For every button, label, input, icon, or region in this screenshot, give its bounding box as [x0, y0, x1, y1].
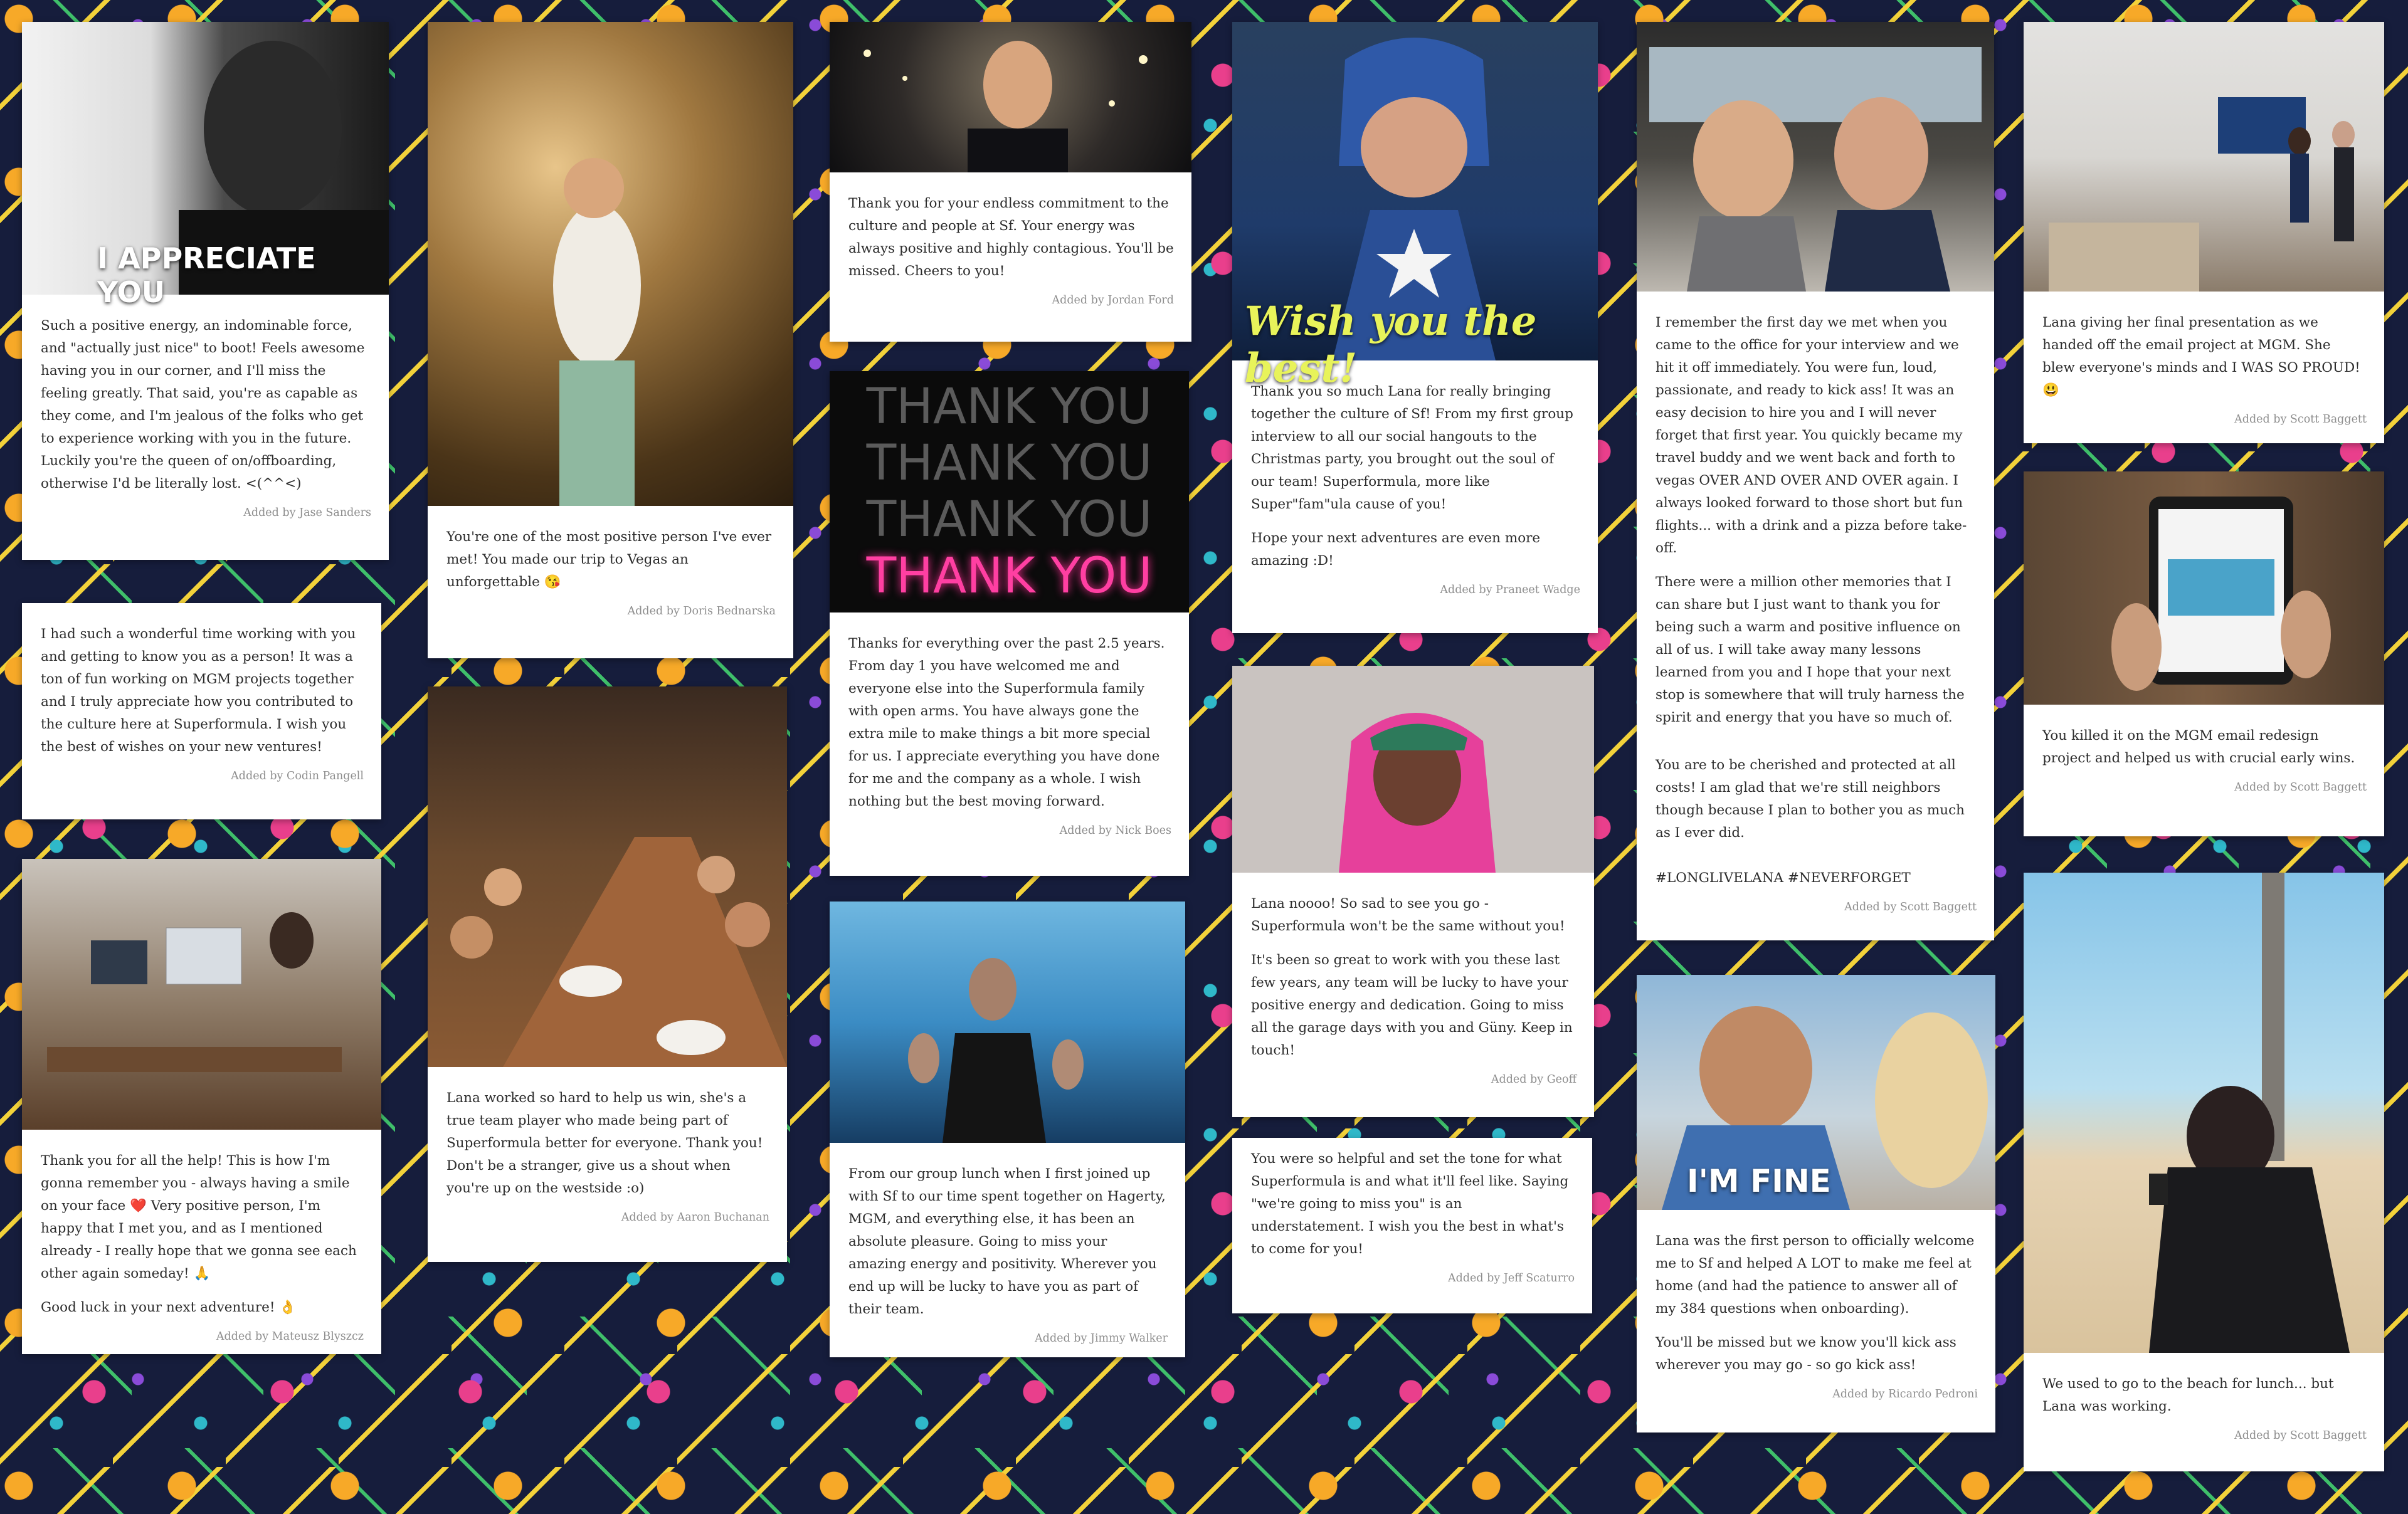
post-card[interactable]	[428, 22, 793, 658]
post-card[interactable]	[830, 22, 1191, 342]
toast-gif-icon	[830, 22, 1191, 172]
post-message: You are to be cherished and protected at all costs! I am glad that we're still neighbors though because I plan to bother you as much as I ever did.	[1656, 757, 1965, 841]
post-message: Lana was the first person to officially welcome me to Sf and helped A LOT to make me feel at home (and had the patience to answer all of my 384 questions when onboarding).	[1656, 1233, 1975, 1317]
post-author: Added by Scott Baggett	[2234, 413, 2367, 426]
post-image	[428, 22, 793, 506]
thank-you-line: THANK YOU	[866, 492, 1153, 548]
image-caption: I'M FINE	[1687, 1163, 1831, 1199]
post-message: Thank you for your endless commitment to the culture and people at Sf. Your energy was always positive and highly contagious. You'll be missed. Cheers to you!	[848, 196, 1174, 279]
post-image	[22, 22, 389, 309]
post-author: Added by Scott Baggett	[1844, 901, 1977, 913]
post-message: #LONGLIVELANA #NEVERFORGET	[1656, 870, 1911, 886]
post-card[interactable]	[2024, 22, 2384, 443]
post-image	[2024, 873, 2384, 1353]
post-card[interactable]	[830, 902, 1185, 1357]
thank-you-line: THANK YOU	[866, 379, 1153, 435]
post-author: Added by Ricardo Pedroni	[1832, 1388, 1978, 1401]
post-message: Good luck in your next adventure! 👌	[41, 1300, 297, 1315]
post-message: It's been so great to work with you these last few years, any team will be lucky to have your positive energy and dedication. Going to miss all the garage days with you and Güny. Keep in touch!	[1251, 952, 1573, 1058]
post-message: You killed it on the MGM email redesign project and helped us with crucial early wins.	[2042, 728, 2355, 766]
post-image	[830, 22, 1191, 172]
sequin-wall-photo-icon	[428, 22, 793, 506]
post-card[interactable]	[1637, 22, 1994, 940]
post-author: Added by Scott Baggett	[2234, 781, 2367, 794]
crying-gif-icon	[1232, 666, 1594, 873]
post-author: Added by Jeff Scaturro	[1448, 1272, 1575, 1285]
post-image	[1637, 22, 1994, 292]
post-message: From our group lunch when I first joined up with Sf to our time spent together on Hagerty, MGM, and everything else, it has been an absolute pleasure. Going to miss your amazing energy and positivity. Wherever you end up will be lucky to have you as part of their team.	[848, 1166, 1166, 1317]
presentation-photo-icon	[2024, 22, 2384, 292]
post-image	[1232, 22, 1598, 392]
post-card[interactable]	[1637, 975, 1995, 1433]
thank-you-line: THANK YOU	[866, 548, 1153, 604]
post-message: We used to go to the beach for lunch... but Lana was working.	[2042, 1376, 2334, 1414]
post-image	[830, 371, 1189, 612]
car-selfie-photo-icon	[1637, 22, 1994, 292]
post-message: Hope your next adventures are even more amazing :D!	[1251, 530, 1541, 569]
post-author: Added by Jase Sanders	[243, 507, 371, 519]
post-card[interactable]	[1232, 666, 1594, 1117]
post-message: You'll be missed but we know you'll kick ass wherever you may go - so go kick ass!	[1656, 1335, 1956, 1373]
image-caption: Wish you the best!	[1245, 298, 1537, 392]
post-author: Added by Nick Boes	[1059, 824, 1171, 837]
post-message: Such a positive energy, an indominable force, and "actually just nice" to boot! Feels awesome having you in our corner, and I'll miss the feeling greatly. That said, you're as capable as they come, and I'm jealous of the folks who get to experience working with you in the future. Luckily you're the queen of on/offboarding, otherwise I'd be literally lost. <(^^<)	[41, 318, 365, 492]
post-image	[830, 902, 1185, 1143]
post-card[interactable]	[22, 603, 381, 819]
post-message: You were so helpful and set the tone for what Superformula is and what it'll feel like. Saying "we're going to miss you" is an understatement. I wish you the best in what's to come for you!	[1251, 1151, 1569, 1257]
office-desk-photo-icon	[22, 859, 381, 1130]
post-card[interactable]	[2024, 471, 2384, 836]
post-message: Lana giving her final presentation as we handed off the email project at MGM. She blew everyone's minds and I WAS SO PROUD! 😃	[2042, 315, 2360, 398]
post-message: There were a million other memories that I can share but I just want to thank you for being such a warm and positive influence on all of us. I will take away many lessons learned from you and I hope that your next stop is somewhere that will truly harness the spirit and energy that you have so much of.	[1656, 574, 1965, 725]
post-card[interactable]	[22, 22, 389, 560]
post-card[interactable]	[830, 371, 1189, 876]
post-message: Thanks for everything over the past 2.5 years. From day 1 you have welcomed me and everyone else into the Superformula family with open arms. You have always gone the extra mile to make things a bit more special for us. I appreciate everything you have done for me and the company as a whole. I wish nothing but the best moving forward.	[848, 636, 1165, 809]
post-message: I remember the first day we met when you came to the office for your interview and we hit it off immediately. You were fun, loud, passionate, and ready to kick ass! It was an easy decision to hire you and I will never forget that first year. You quickly became my travel buddy and we went back and forth to vegas OVER AND OVER AND OVER again. I always looked forward to those short but fun flights... with a drink and a pizza before take-off.	[1656, 315, 1967, 556]
post-image	[22, 859, 381, 1130]
post-card[interactable]	[1232, 22, 1598, 633]
beach-photo-icon	[2024, 873, 2384, 1353]
post-image	[2024, 22, 2384, 292]
post-message: Lana noooo! So sad to see you go - Superformula won't be the same without you!	[1251, 896, 1565, 934]
post-image	[1637, 975, 1995, 1210]
post-image	[1232, 666, 1594, 873]
post-message: I had such a wonderful time working with you and getting to know you as a person! It was a ton of fun working on MGM projects together and I truly appreciate how you contributed to the culture here at Superformula. I wish you the best of wishes on your new ventures!	[41, 626, 356, 755]
post-author: Added by Scott Baggett	[2234, 1429, 2367, 1442]
post-author: Added by Mateusz Blyszcz	[216, 1330, 364, 1343]
post-card[interactable]	[2024, 873, 2384, 1471]
group-dinner-photo-icon	[428, 686, 787, 1067]
post-author: Added by Praneet Wadge	[1440, 584, 1580, 596]
post-image	[428, 686, 787, 1067]
post-author: Added by Geoff	[1491, 1073, 1576, 1086]
post-author: Added by Codin Pangell	[231, 770, 364, 782]
post-message: Thank you so much Lana for really bringing together the culture of Sf! From my first group interview to all our social hangouts to the Christmas party, you brought out the soul of our team! Superformula, more like Super"fam"ula cause of you!	[1251, 384, 1573, 512]
post-author: Added by Doris Bednarska	[627, 605, 776, 618]
post-author: Added by Aaron Buchanan	[621, 1211, 769, 1224]
post-card[interactable]	[428, 686, 787, 1262]
post-message: You're one of the most positive person I've ever met! You made our trip to Vegas an unforgettable 😘	[446, 529, 772, 590]
post-message: Thank you for all the help! This is how I'm gonna remember you - always having a smile on your face ❤️ Very positive person, I'm happy that I met you, and as I mentioned already - I really hope that we gonna see each other again someday! 🙏	[41, 1153, 357, 1281]
post-author: Added by Jordan Ford	[1052, 294, 1174, 307]
post-message: Lana worked so hard to help us win, she's a true team player who made being part of Superformula better for everyone. Thank you! Don't be a stranger, give us a shout when you're up on the westside :o)	[446, 1090, 763, 1196]
tablet-email-photo-icon	[2024, 471, 2384, 705]
thank-you-line: THANK YOU	[866, 435, 1153, 492]
post-card[interactable]	[1232, 1138, 1592, 1313]
image-caption: I APPRECIATE YOU	[97, 241, 316, 309]
post-card[interactable]	[22, 859, 381, 1354]
post-image	[2024, 471, 2384, 705]
stage-gif-icon	[830, 902, 1185, 1143]
post-author: Added by Jimmy Walker	[1035, 1332, 1168, 1345]
